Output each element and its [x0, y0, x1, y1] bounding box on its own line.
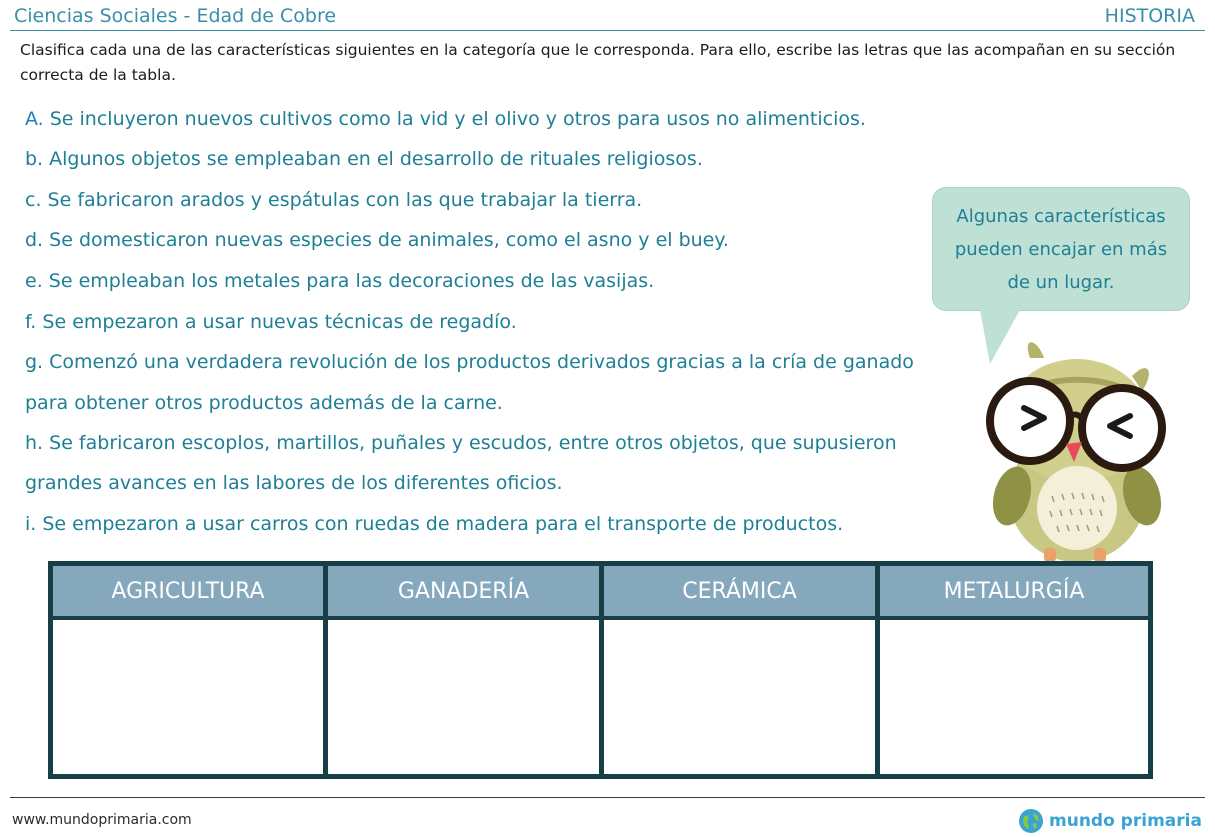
speech-bubble: [932, 187, 1190, 311]
item-letter: A.: [25, 108, 44, 130]
list-item: [25, 432, 897, 454]
classification-table: [48, 561, 1153, 779]
table-answer-cell[interactable]: [880, 620, 1148, 774]
table-header: CERÁMICA: [604, 566, 875, 616]
globe-icon: [1018, 808, 1044, 834]
item-text: Se empezaron a usar carros con ruedas de madera para el transporte de productos.: [36, 513, 844, 535]
list-item: [25, 108, 866, 130]
list-item: [25, 189, 642, 211]
item-text: Se empezaron a usar nuevas técnicas de regadío.: [36, 311, 517, 333]
instructions: Clasifica cada una de las características siguientes en la categoría que le corresponda. Para ello, escribe las letras que las acompañan en su sección correcta de la tabla.: [20, 41, 1176, 84]
item-letter: h.: [25, 432, 44, 454]
footer-logo: [1018, 808, 1202, 834]
list-item: [25, 270, 654, 292]
table-answer-cell[interactable]: [604, 620, 875, 774]
item-letter: b.: [25, 148, 44, 170]
list-item: [25, 311, 517, 333]
footer-divider: [10, 797, 1205, 798]
list-item: [25, 229, 729, 251]
table-answer-cell[interactable]: [328, 620, 599, 774]
item-letter: d.: [25, 229, 44, 251]
table-header: AGRICULTURA: [53, 566, 323, 616]
table-header: METALURGÍA: [880, 566, 1148, 616]
item-letter: e.: [25, 270, 43, 292]
list-item: [25, 351, 914, 373]
header-title: Ciencias Sociales - Edad de Cobre: [14, 5, 337, 27]
list-item-continuation: para obtener otros productos además de la carne.: [25, 392, 503, 414]
item-text: Se fabricaron arados y espátulas con las que trabajar la tierra.: [41, 189, 643, 211]
list-item: [25, 513, 843, 535]
item-letter: i.: [25, 513, 37, 535]
bubble-line: Algunas características: [956, 206, 1166, 227]
bubble-line: de un lugar.: [1007, 272, 1115, 293]
item-text: Se empleaban los metales para las decoraciones de las vasijas.: [42, 270, 655, 292]
item-text: Se domesticaron nuevas especies de animales, como el asno y el buey.: [43, 229, 729, 251]
bubble-line: pueden encajar en más: [954, 239, 1168, 260]
item-letter: f.: [25, 311, 37, 333]
list-item: [25, 148, 703, 170]
header-subject: HISTORIA: [1104, 5, 1195, 27]
item-letter: c.: [25, 189, 42, 211]
header-divider: [10, 30, 1205, 31]
logo-text: mundo primaria: [1049, 811, 1202, 831]
item-text: Comenzó una verdadera revolución de los productos derivados gracias a la cría de ganado: [43, 351, 914, 373]
table-answer-cell[interactable]: [53, 620, 323, 774]
footer-website: www.mundoprimaria.com: [12, 812, 192, 828]
item-text: Algunos objetos se empleaban en el desarrollo de rituales religiosos.: [43, 148, 703, 170]
item-letter: g.: [25, 351, 44, 373]
owl-mascot-icon: [982, 336, 1172, 566]
table-header: GANADERÍA: [328, 566, 599, 616]
list-item-continuation: grandes avances en las labores de los diferentes oficios.: [25, 472, 563, 494]
item-text: Se incluyeron nuevos cultivos como la vid y el olivo y otros para usos no alimenticios.: [43, 108, 866, 130]
item-text: Se fabricaron escoplos, martillos, puñales y escudos, entre otros objetos, que supusieron: [43, 432, 897, 454]
